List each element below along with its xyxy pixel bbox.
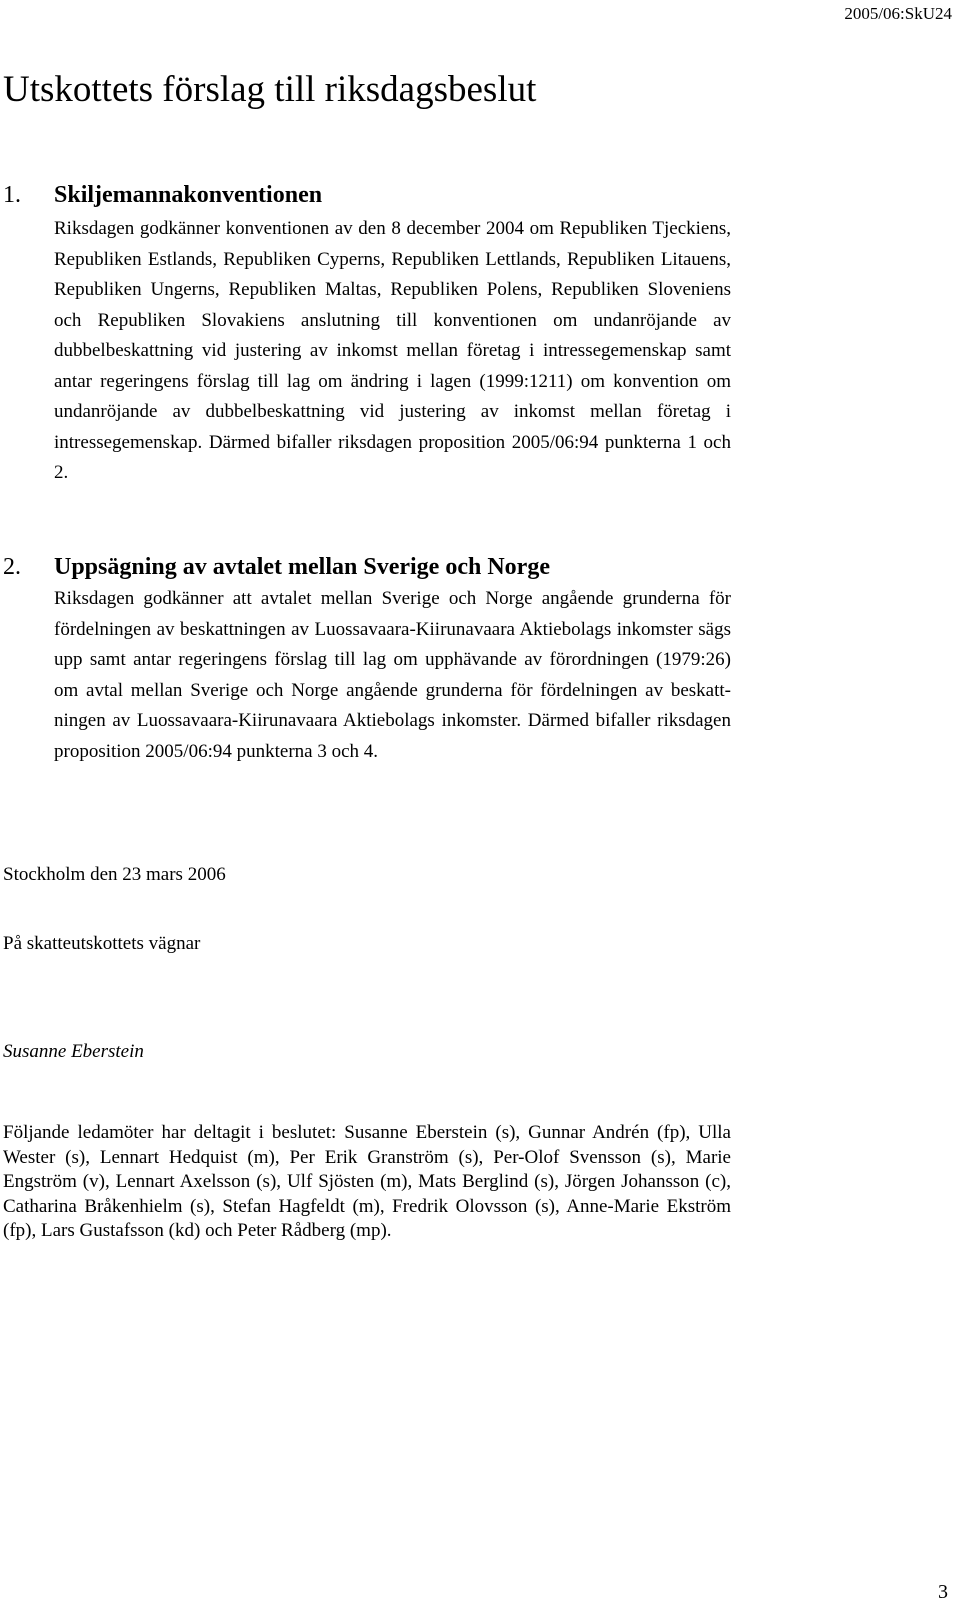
signatory-name: Susanne Eberstein (3, 1041, 144, 1062)
proposal-item-heading: Uppsägning av avtalet mellan Sverige och Norge (54, 554, 550, 580)
proposal-item-number: 1. (3, 182, 21, 208)
proposal-item-number: 2. (3, 554, 21, 580)
proposal-item-body: Riksdagen godkänner konventionen av den 8 december 2004 om Republiken Tjeckiens, Republiken Estlands, Republiken Cyperns, Republiken Lettlands, Republiken Litauens, Republiken Ungerns, Republiken Maltas, Republiken Polens, Republiken Sloveniens och Republiken Slovakiens anslutning till konventionen om undanröjande av dubbelbeskattning vid justering av inkomst mellan företag i intressegemenskap samt antar regeringens förslag till lag om ändring i lagen (1999:1211) om konvention om undanröjande av dubbelbeskattning vid justering av inkomst mellan företag i intressegemenskap. Därmed bifaller riksdagen proposition 2005/06:94 punkterna 1 och 2. (54, 218, 731, 483)
document-reference: 2005/06:SkU24 (844, 4, 952, 23)
proposal-item-body: Riksdagen godkänner att avtalet mellan Sverige och Norge angående grunderna för fördelningen av beskattningen av Luossavaara-Kiirunavaara Aktiebolags inkomster sägs upp samt antar regeringens förslag till lag om upphävande av förordningen (1979:26) om avtal mellan Sverige och Norge angående grunderna för fördelningen av beskattningen av Luossavaara-Kiirunavaara Aktiebolags inkomster. Därmed bifaller riksdagen proposition 2005/06:94 punkterna 3 och 4. (54, 588, 731, 762)
participating-members: Följande ledamöter har deltagit i beslutet: Susanne Eberstein (s), Gunnar Andrén (fp), Ulla Wester (s), Lennart Hedquist (m), Per Erik Granström (s), Per-Olof Svensson (s), Marie Engström (v), Lennart Axelsson (s), Ulf Sjösten (m), Mats Berglind (s), Jörgen Johansson (c), Catharina Bråkenhielm (s), Stefan Hagfeldt (m), Fredrik Olovsson (s), Anne-Marie Ekström (fp), Lars Gustafsson (kd) och Peter Rådberg (mp). (3, 1122, 731, 1241)
place-and-date: Stockholm den 23 mars 2006 (3, 864, 226, 885)
page-number: 3 (938, 1581, 948, 1603)
on-behalf-line: På skatteutskottets vägnar (3, 933, 201, 954)
page-title: Utskottets förslag till riksdagsbeslut (3, 69, 537, 110)
proposal-item-heading: Skiljemannakonventionen (54, 182, 323, 208)
